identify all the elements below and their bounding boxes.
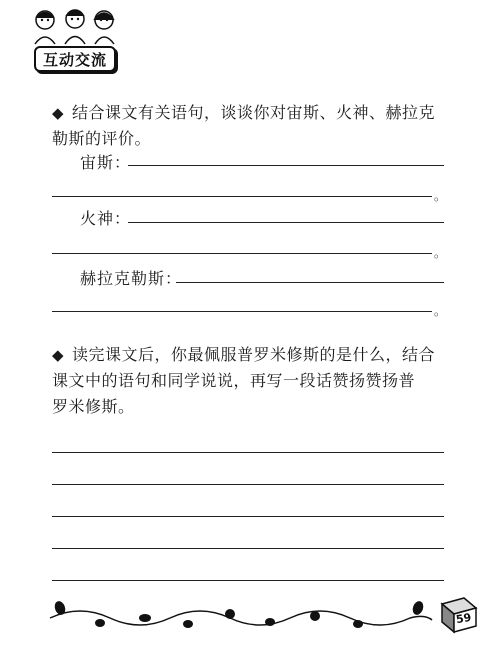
answer-line-zeus-2[interactable] bbox=[52, 196, 432, 197]
vine-border-decoration bbox=[40, 596, 440, 636]
question-2 bbox=[52, 342, 452, 420]
period-mark: 。 bbox=[434, 189, 447, 203]
period-mark: 。 bbox=[434, 246, 447, 260]
writing-line-3[interactable] bbox=[52, 516, 444, 517]
question-1-line-1: ◆ 结合课文有关语句，谈谈你对宙斯、火神、赫拉克 bbox=[52, 103, 436, 122]
writing-line-2[interactable] bbox=[52, 484, 444, 485]
label-zeus: 宙斯： bbox=[80, 153, 132, 172]
answer-line-fire-god-1[interactable] bbox=[128, 222, 444, 223]
label-heracles: 赫拉克勒斯： bbox=[80, 269, 183, 288]
question-1 bbox=[52, 100, 452, 152]
answer-line-heracles-2[interactable] bbox=[52, 311, 432, 312]
diamond-bullet-icon: ◆ bbox=[52, 346, 65, 364]
writing-line-1[interactable] bbox=[52, 452, 444, 453]
answer-line-heracles-1[interactable] bbox=[176, 282, 444, 283]
question-1-line-2: 勒斯的评价。 bbox=[52, 129, 152, 148]
question-2-line-2: 课文中的语句和同学说说，再写一段话赞扬赞扬普 bbox=[52, 371, 416, 390]
answer-line-zeus-1[interactable] bbox=[128, 165, 444, 166]
diamond-bullet-icon: ◆ bbox=[52, 104, 65, 122]
question-2-line-3: 罗米修斯。 bbox=[52, 397, 135, 416]
page-number: 59 bbox=[454, 610, 473, 627]
section-title: 互动交流 bbox=[34, 46, 116, 72]
label-fire-god: 火神： bbox=[80, 209, 132, 228]
question-2-line-1: ◆ 读完课文后，你最佩服普罗米修斯的是什么，结合 bbox=[52, 345, 436, 364]
answer-line-fire-god-2[interactable] bbox=[52, 253, 432, 254]
children-illustration-icon bbox=[30, 6, 120, 46]
writing-line-4[interactable] bbox=[52, 548, 444, 549]
period-mark: 。 bbox=[434, 304, 447, 318]
writing-line-5[interactable] bbox=[52, 580, 444, 581]
